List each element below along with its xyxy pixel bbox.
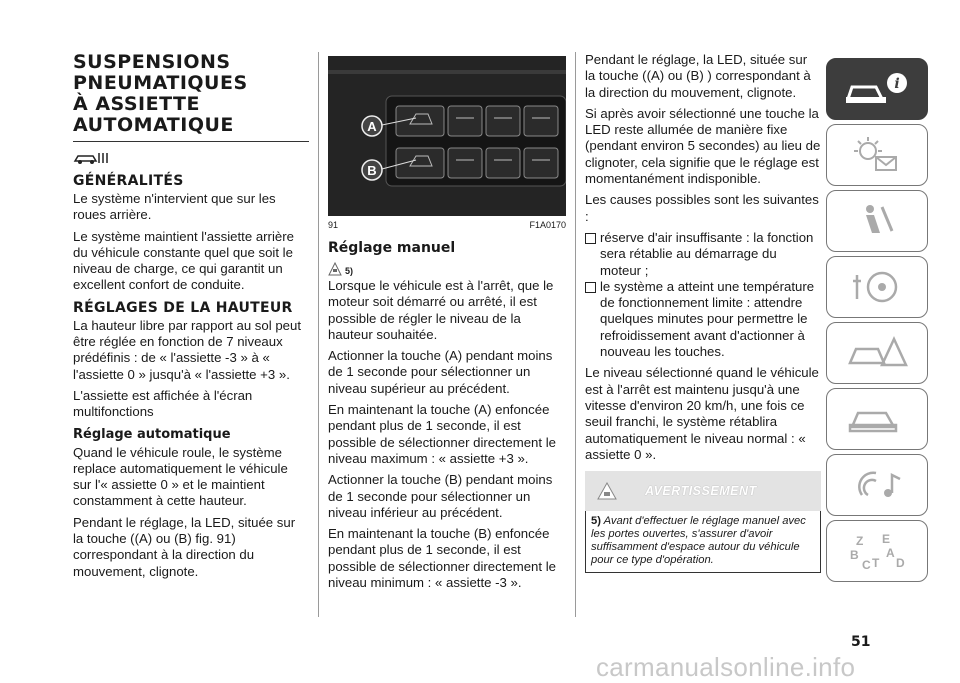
title-line: AUTOMATIQUE <box>73 114 234 136</box>
tab-warning-lights[interactable] <box>826 124 928 186</box>
svg-text:B: B <box>850 548 859 562</box>
column-3 <box>585 52 821 573</box>
watermark: carmanualsonline.info <box>596 652 856 682</box>
paragraph: Le système n'intervient que sur les roues arrière. <box>73 191 276 223</box>
paragraph: Si après avoir sélectionné une touche la LED reste allumée de manière fixe (pendant environ 5 secondes) au lieu de clignoter, cela signifie que le réglage est momentanément indisponible. <box>585 105 821 187</box>
svg-text:A: A <box>886 546 895 560</box>
warning-title: AVERTISSEMENT <box>645 484 757 499</box>
car-service-icon <box>842 399 912 439</box>
heading-reglage-auto: Réglage automatique <box>73 426 231 442</box>
tab-multimedia[interactable] <box>826 454 928 516</box>
title-divider <box>73 141 309 142</box>
warning-lights-icon <box>842 135 912 175</box>
caution-car-icon <box>597 482 617 500</box>
list-item: le système a atteint une température de fonctionnement limite : attendre quelques minutes pour permettre le refroidissement avant d'actionner à nouveau les touches. <box>585 279 821 360</box>
paragraph: Actionner la touche (A) pendant moins de 1 seconde pour sélectionner un niveau supérieur au précédent. <box>328 348 553 396</box>
column-divider <box>575 52 576 617</box>
chapter-tabs <box>826 58 928 586</box>
page-number: 51 <box>851 634 871 650</box>
svg-text:C: C <box>862 558 871 571</box>
note-ref: 5) <box>345 266 354 276</box>
car-with-assist-icon <box>73 149 309 167</box>
paragraph: Pendant le réglage, la LED, située sur la touche ((A) ou (B) fig. 91) correspondant à la direction du mouvement, clignote. <box>73 514 296 579</box>
heading-reglages: RÉGLAGES DE LA HAUTEUR <box>73 299 293 316</box>
multimedia-icon <box>842 465 912 505</box>
heading-generalites: GÉNÉRALITÉS <box>73 173 184 189</box>
figure-code: F1A0170 <box>529 220 566 230</box>
svg-text:D: D <box>896 556 905 570</box>
column-divider <box>318 52 319 617</box>
alphabetical-index-icon <box>842 531 912 571</box>
paragraph: Pendant le réglage, la LED, située sur la touche ((A) ou (B) ) correspondant à la direction du mouvement, clignote. <box>585 52 811 100</box>
svg-text:T: T <box>872 556 880 570</box>
paragraph: Le niveau sélectionné quand le véhicule est à l'arrêt est maintenu jusqu'à une vitesse d'environ 20 km/h, une fois ce seuil franchi, le système rétablira automatiquement le niveau normal : « assiette 0 ». <box>585 365 819 462</box>
title-line: À ASSIETTE <box>73 93 200 115</box>
tab-safety[interactable] <box>826 190 928 252</box>
paragraph: Le système maintient l'assiette arrière du véhicule constante quel que soit le niveau de charge, ce qui garantit un excellent confort de conduite. <box>73 228 294 293</box>
callout-b: B <box>367 163 377 178</box>
warning-box <box>585 511 821 573</box>
figure-caption <box>328 220 566 230</box>
paragraph: Quand le véhicule roule, le système replace automatiquement le véhicule sur l'« assiette 0 » et le maintient constamment à cette hauteur. <box>73 444 288 509</box>
tab-index[interactable] <box>826 520 928 582</box>
bullet-box-icon <box>585 282 596 293</box>
warning-reference <box>328 258 566 276</box>
paragraph: Actionner la touche (B) pendant moins de 1 seconde pour sélectionner un niveau inférieur au précédent. <box>328 472 553 520</box>
breakdown-triangle-icon <box>842 333 912 373</box>
figure-number: 91 <box>328 220 339 230</box>
title-line: PNEUMATIQUES <box>73 72 248 94</box>
list-item: réserve d'air insuffisante : la fonction sera rétablie au démarrage du moteur ; <box>585 230 821 279</box>
heading-reglage-manuel: Réglage manuel <box>328 240 456 256</box>
warning-number: 5) <box>591 515 601 528</box>
caution-car-icon <box>328 262 342 276</box>
paragraph: En maintenant la touche (B) enfoncée pendant plus de 1 seconde, il est possible de sélectionner directement le niveau minimum : « assiette -3 ». <box>328 526 556 591</box>
section-title <box>73 52 309 136</box>
title-line: SUSPENSIONS <box>73 51 231 73</box>
paragraph: Les causes possibles sont les suivantes : <box>585 192 819 224</box>
svg-text:E: E <box>882 532 891 546</box>
svg-text:i: i <box>894 76 900 92</box>
paragraph: En maintenant la touche (A) enfoncée pendant plus de 1 seconde, il est possible de sélectionner directement le niveau maximum : « assiette +3 ». <box>328 402 556 466</box>
warning-header <box>585 471 821 511</box>
car-info-icon <box>842 69 912 109</box>
paragraph: L'assiette est affichée à l'écran multifonctions <box>73 387 253 420</box>
airbag-seat-icon <box>842 201 912 241</box>
column-1 <box>73 52 309 585</box>
tab-service[interactable] <box>826 388 928 450</box>
figure-91 <box>328 56 566 216</box>
tab-starting-driving[interactable] <box>826 256 928 318</box>
paragraph: La hauteur libre par rapport au sol peut être réglée en fonction de 7 niveaux prédéfinis : de « l'assiette -3 » à « l'assiette 0 » jusqu'à « l'assiette +3 ». <box>73 317 301 382</box>
svg-text:Z: Z <box>856 534 864 548</box>
button-panel-illustration <box>328 56 566 216</box>
bullet-box-icon <box>585 233 596 244</box>
steering-wheel-icon <box>842 267 912 307</box>
tab-car-info[interactable] <box>826 58 928 120</box>
tab-emergency[interactable] <box>826 322 928 384</box>
callout-a: A <box>367 119 377 134</box>
paragraph: Lorsque le véhicule est à l'arrêt, que le moteur soit démarré ou arrêté, il est possible de régler le niveau de la hauteur souhaitée. <box>328 278 554 342</box>
warning-text: Avant d'effectuer le réglage manuel avec les portes ouvertes, s'assurer d'avoir suffisamment d'espace autour du véhicule pour ce type d'opération. <box>591 515 806 567</box>
column-2 <box>328 56 566 596</box>
